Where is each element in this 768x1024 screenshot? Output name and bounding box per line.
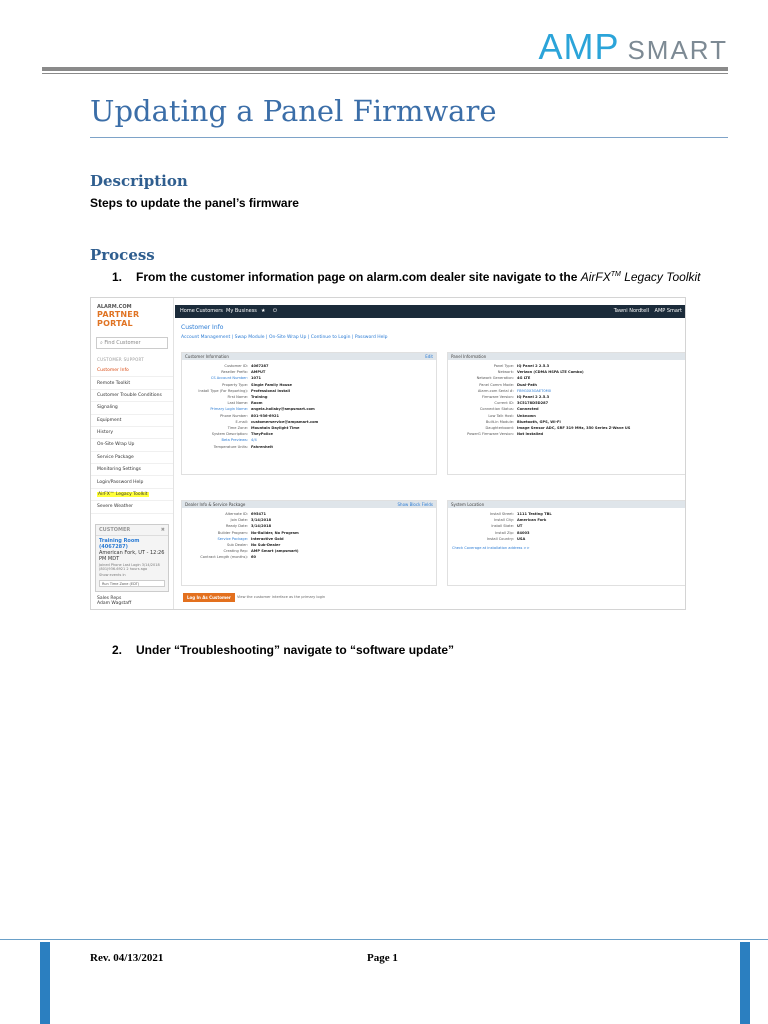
customer-information-header [182,353,436,360]
sidebar-item-label: Login/Password Help [97,479,144,485]
info-row-value: Professional Install [251,388,290,393]
info-row-value: 1111 Testing TBL [517,512,552,516]
sidebar-menu [91,365,173,514]
alarm-com-logo-text: ALARM.COM [97,304,132,310]
info-row-value: Connected [517,407,539,412]
info-row-value: USA [517,536,526,541]
info-row-key: Built-in Module: [485,419,514,424]
trademark-mark: TM [610,271,621,278]
sidebar-item-label: Service Package [97,454,134,460]
title-underline [90,137,728,138]
system-location-panel [447,500,686,586]
partner-portal-logo-text: PARTNER PORTAL [97,310,140,328]
info-row-value: Unknown [517,413,536,418]
info-row-value: customerservice@ampsmart.com [251,419,319,424]
sidebar-item-label: Customer Info [97,368,129,374]
log-in-note: View the customer interface as the primary login [237,595,326,599]
star-icon[interactable]: ★ [261,308,266,314]
info-row-value: Fahrenheit [251,444,273,449]
dealer-info-rows [182,508,436,564]
coverage-link-row [448,545,686,551]
info-row-key: Ready Date: [225,524,248,529]
sidebar-item-customer-trouble-conditions[interactable] [91,390,173,402]
sidebar-item-label: Severe Weather [97,504,133,510]
info-row-value: 695471 [251,512,267,516]
panel-information-heading: Panel Information [451,354,487,359]
log-in-as-customer-button[interactable]: Log In As Customer [183,593,235,602]
partner-portal-logo [91,298,173,330]
step-1-number: 1. [112,270,123,284]
info-row [184,554,434,560]
info-row-value: IQ Panel 2 2.5.3 [517,364,550,368]
sidebar-item-label: Signaling [97,405,118,411]
info-row-key: Install Street: [489,512,514,516]
header-rule-thin [42,73,728,74]
power-icon[interactable]: ⏻ [273,308,277,314]
customer-card-header [96,525,168,536]
edit-link[interactable]: Edit [425,354,433,359]
info-row-key: Time Zone: [227,426,248,431]
step-1-text: From the customer information page on alarm.com dealer site navigate to the [136,270,581,284]
customer-information-heading: Customer Information [185,354,229,359]
nav-customers[interactable]: Customers [196,308,223,314]
info-row-value: 4G LTE [517,376,531,381]
info-row-key[interactable]: Beta Previews: [221,438,248,443]
info-row-key: Alternate ID: [225,512,248,516]
find-customer-input[interactable]: ⌕ Find Customer [96,337,168,349]
info-row-key: System Description: [211,432,248,437]
info-row-value: Room [251,401,263,406]
info-row-value: No Sub-Dealer [251,543,281,548]
process-step-2 [112,643,454,657]
sidebar-item-label: AirFX™ Legacy Toolkit [98,491,148,497]
info-row-value: angela.hollaby@ampsmart.com [251,407,315,412]
info-row-value[interactable]: 4/4 [251,438,257,443]
page-number: Page 1 [367,952,398,964]
description-heading: Description [90,172,188,190]
info-row-value: 3/14/2018 [251,518,272,523]
info-row-key[interactable]: Service Package: [217,536,248,541]
info-row-value: Bluetooth, GPS, Wi-Fi [517,419,561,424]
info-row-value: 4067287 [251,364,269,368]
info-row-key: Network Generation: [476,376,514,381]
sidebar-item-label: Monitoring Settings [97,467,141,473]
info-row-value: Verizon (CDMA HSPA LTE Combo) [517,370,584,375]
info-row-value: Single Family House [251,382,292,387]
partner-portal-screenshot [90,297,686,610]
panel-information-panel [447,352,686,475]
revision-date: Rev. 04/13/2021 [90,952,164,964]
timezone-label: Show events in [99,572,126,577]
sidebar-item-label: Customer Trouble Conditions [97,392,162,398]
info-row-value: TheyPolice [251,432,273,437]
customer-card-name[interactable]: Training Room (4067287) [99,537,140,550]
info-row-value: 3/14/2018 [251,524,272,529]
info-row [450,536,684,542]
info-row-value: 60 [251,555,257,560]
toolkit-name-prefix: AirFX [580,270,611,284]
info-row-key: Property Type: [222,382,248,387]
customer-info-title: Customer Info [181,324,224,331]
customer-card-heading: CUSTOMER [99,526,131,533]
info-row-key: Install City: [494,518,514,523]
info-row-value: AMPUT [251,370,266,375]
sidebar-item-customer-info[interactable] [91,365,173,377]
dealer-info-heading: Dealer Info & Service Package [185,502,246,507]
sidebar-item-service-package[interactable] [91,452,173,464]
info-row-key: Install Zip: [495,530,514,535]
sales-reps-label: Sales Reps [97,595,122,601]
info-row-key: Reseller Prefix: [221,370,248,375]
customer-support-label: CUSTOMER SUPPORT [97,357,145,362]
logo-smart-text: SMART [627,35,728,65]
step-2-text: Under “Troubleshooting” navigate to “software update” [136,643,455,657]
info-row-value: American Fork [517,518,547,523]
coverage-link[interactable]: Check Coverage at installation address >> [452,546,530,551]
nav-company[interactable]: AMP Smart [654,308,682,314]
nav-my-business[interactable]: My Business [226,308,257,314]
sidebar-item-severe-weather[interactable] [91,501,173,513]
info-row-value: Image Sensor ADC, SRF 319 MHz, 350 Series Z-Wave US [517,426,631,431]
description-text: Steps to update the panel’s firmware [90,196,299,210]
info-row-value: Training [251,395,268,400]
amp-smart-logo [538,26,728,68]
sidebar-item-airfx-legacy-toolkit[interactable] [91,489,173,501]
document-title: Updating a Panel Firmware [90,94,497,128]
logo-amp-text: AMP [538,26,620,67]
footer-right-bar [740,942,750,1024]
info-row-key: Connection Status: [479,407,514,412]
nav-home[interactable]: Home [180,308,195,314]
customer-information-panel [181,352,437,475]
info-row-value: 801-936-6921 [251,413,279,418]
info-row-value: Interactive Gold [251,536,284,541]
process-heading: Process [90,246,155,264]
info-row-key: Sub Dealer: [227,543,248,548]
customer-information-rows [182,360,436,453]
info-row-key: Alarm.com Serial #: [477,388,514,393]
info-row [184,444,434,450]
info-row-value[interactable]: FB9G0X3OAET0M0 [517,388,552,393]
customer-card [95,524,169,592]
info-row-key: Daughterboard: [485,426,514,431]
info-row-value: 3C5178D5D287 [517,401,549,406]
info-row-key: Panel Comm Mode: [479,382,514,387]
portal-sidebar [91,298,174,610]
sidebar-item-label: Remote Toolkit [97,380,131,386]
customer-card-details: Joined Phone Last Login 3/14/2018 (801)936-6921 2 hours ago [99,562,160,571]
sidebar-item-equipment[interactable] [91,415,173,427]
dealer-info-header [182,501,436,508]
info-row-value: 1071 [251,376,262,381]
sales-rep-name: Adam Wagstaff [97,600,132,606]
info-row-value: Not Installed [517,432,544,437]
info-row-key: Creating Rep: [223,549,248,554]
step-2-number: 2. [112,643,123,657]
info-row-key: Network: [497,370,514,375]
portal-topbar [175,305,685,318]
info-row-key: Current ID: [494,401,514,406]
sidebar-item-on-site-wrap-up[interactable] [91,439,173,451]
sidebar-item-label: On-Site Wrap Up [97,442,135,448]
footer-rule [0,939,768,940]
panel-information-header [448,353,686,360]
info-row-value: UT [517,524,523,529]
customer-card-location: American Fork, UT - 12:26 PM MDT [99,549,165,562]
dealer-info-panel [181,500,437,586]
timezone-select[interactable]: Run Time Zone (EDT) [99,580,165,587]
sidebar-item-remote-toolkit[interactable] [91,377,173,389]
info-row-key: Firmware Version: [481,395,514,400]
info-row-key: Install State: [491,524,514,529]
system-location-header [448,501,686,508]
info-row-key[interactable]: Primary Login Name: [210,407,248,412]
sidebar-item-login-password-help[interactable] [91,476,173,488]
info-row-value: Mountain Daylight Time [251,426,300,431]
panel-information-rows [448,360,686,440]
info-row-key: Install Country: [486,536,514,541]
sidebar-item-label: History [97,430,114,436]
info-row-key: E-mail: [235,419,248,424]
toolkit-name-suffix: Legacy Toolkit [620,270,701,284]
info-row-key: Temperature Units: [213,444,248,449]
info-row-key: Builder Program: [217,530,248,535]
info-row-key: Low Talk Host: [488,413,514,418]
info-row-key: Phone Number: [220,413,248,418]
info-row-key: Install Type (For Reporting): [198,388,248,393]
system-location-heading: System Location [451,502,485,507]
info-row-key: Customer ID: [224,364,248,368]
close-icon[interactable]: ✖ [160,526,165,533]
info-row-key: Join Date: [230,518,248,523]
process-step-1 [112,270,700,284]
show-block-fields-link[interactable]: Show Block Fields [397,502,433,507]
sidebar-item-monitoring-settings[interactable] [91,464,173,476]
header-rule-thick [42,67,728,71]
info-row-key: First Name: [227,395,248,400]
system-location-rows [448,508,686,545]
info-row-value: IQ Panel 2 2.5.3 [517,395,550,400]
footer-left-bar [40,942,50,1024]
info-row-key[interactable]: CS Account Number: [210,376,248,381]
info-row-value: 84003 [517,530,530,535]
info-row-value: No-Builder, No Program [251,530,299,535]
find-customer-placeholder: Find Customer [104,340,141,346]
sidebar-item-signaling[interactable] [91,402,173,414]
info-row-key: Contract Length (months): [200,555,248,560]
info-row-key: PowerG Firmware Version: [467,432,514,437]
info-row-value: AMP Smart (ampsmart) [251,549,299,554]
info-row-value: Dual-Path [517,382,537,387]
sidebar-item-label: Equipment [97,417,122,423]
info-row-key: Last Name: [227,401,248,406]
nav-user-menu[interactable]: Tawni Nordtell [613,308,649,314]
sidebar-item-history[interactable] [91,427,173,439]
info-row-key: Panel Type: [493,364,514,368]
info-row [450,431,684,437]
customer-info-links[interactable]: Account Management | Swap Module | On-Site Wrap Up | Continue to Login | Password Help [181,335,388,340]
